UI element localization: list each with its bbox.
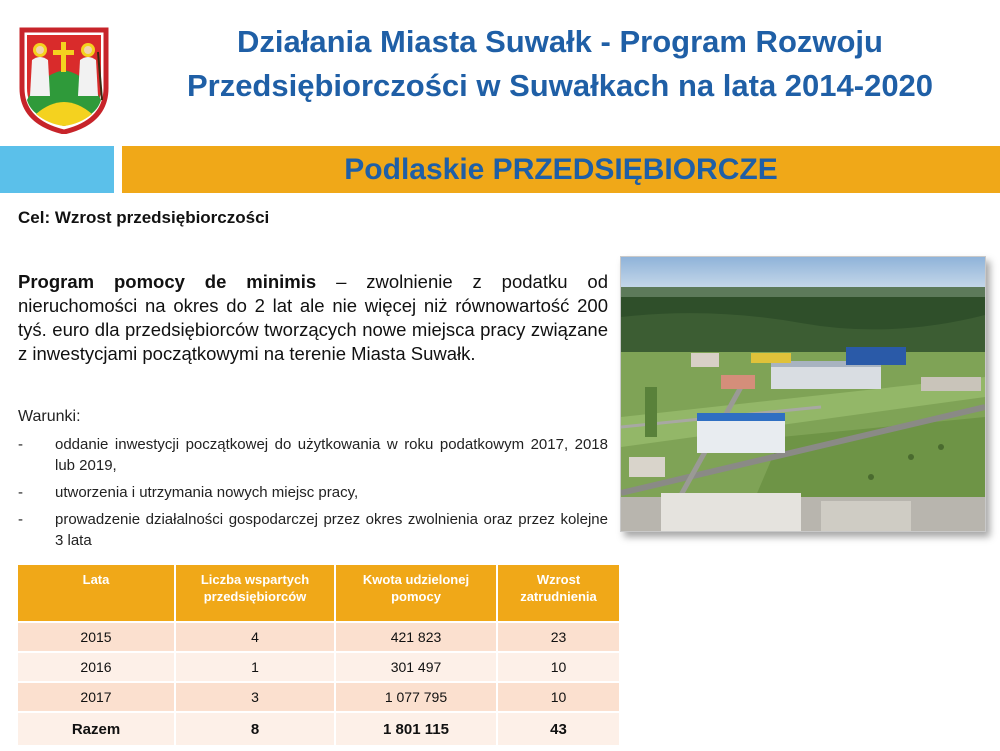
program-description bbox=[18, 270, 608, 366]
aerial-industrial-zone-photo bbox=[620, 256, 986, 532]
condition-item: - utworzenia i utrzymania nowych miejsc pracy, bbox=[18, 484, 359, 501]
goal-heading: Cel: Wzrost przedsiębiorczości bbox=[18, 208, 270, 227]
section-banner-text: Podlaskie PRZEDSIĘBIORCZE bbox=[344, 153, 778, 186]
column-header-entrepreneurs: Liczba wspartych przedsiębiorców bbox=[175, 565, 335, 622]
section-banner bbox=[122, 146, 1000, 193]
table-header-row bbox=[18, 565, 619, 622]
table-row: 2015 4 421 823 23 bbox=[18, 622, 619, 652]
column-header-aid-amount: Kwota udzielonej pomocy bbox=[335, 565, 497, 622]
page-title bbox=[120, 20, 1000, 108]
table-row: 2016 1 301 497 10 bbox=[18, 652, 619, 682]
table-row: 2017 3 1 077 795 10 bbox=[18, 682, 619, 712]
table-total-row: Razem 8 1 801 115 43 bbox=[18, 712, 619, 745]
column-header-employment-growth: Wzrost zatrudnienia bbox=[497, 565, 619, 622]
condition-bullet: - bbox=[18, 511, 23, 528]
city-coat-of-arms-logo bbox=[18, 26, 110, 134]
page-title-line2: Przedsiębiorczości w Suwałkach na lata 2014-2020 bbox=[186, 68, 934, 103]
program-name: Program pomocy de minimis bbox=[18, 271, 317, 292]
support-table bbox=[18, 565, 619, 745]
program-text: – zwolnienie z podatku od nieruchomości na okres do 2 lat ale nie więcej niż równowartość 200 tyś. euro dla przedsiębiorców tworzących nowe miejsca pracy związane z inwestycjami początkowymi na terenie Miasta Suwałk. bbox=[18, 271, 608, 364]
condition-bullet: - bbox=[18, 484, 23, 501]
accent-band-blue bbox=[0, 146, 114, 193]
page-title-line1: Działania Miasta Suwałk - Program Rozwoju bbox=[237, 24, 883, 59]
conditions-title: Warunki: bbox=[18, 408, 81, 425]
condition-item: - prowadzenie działalności gospodarczej przez okres zwolnienia oraz przez kolejne 3 lata bbox=[18, 511, 608, 549]
condition-bullet: - bbox=[18, 436, 23, 453]
condition-item: - oddanie inwestycji początkowej do użytkowania w roku podatkowym 2017, 2018 lub 2019, bbox=[18, 436, 608, 474]
column-header-years: Lata bbox=[18, 565, 175, 622]
conditions-list bbox=[18, 434, 608, 557]
